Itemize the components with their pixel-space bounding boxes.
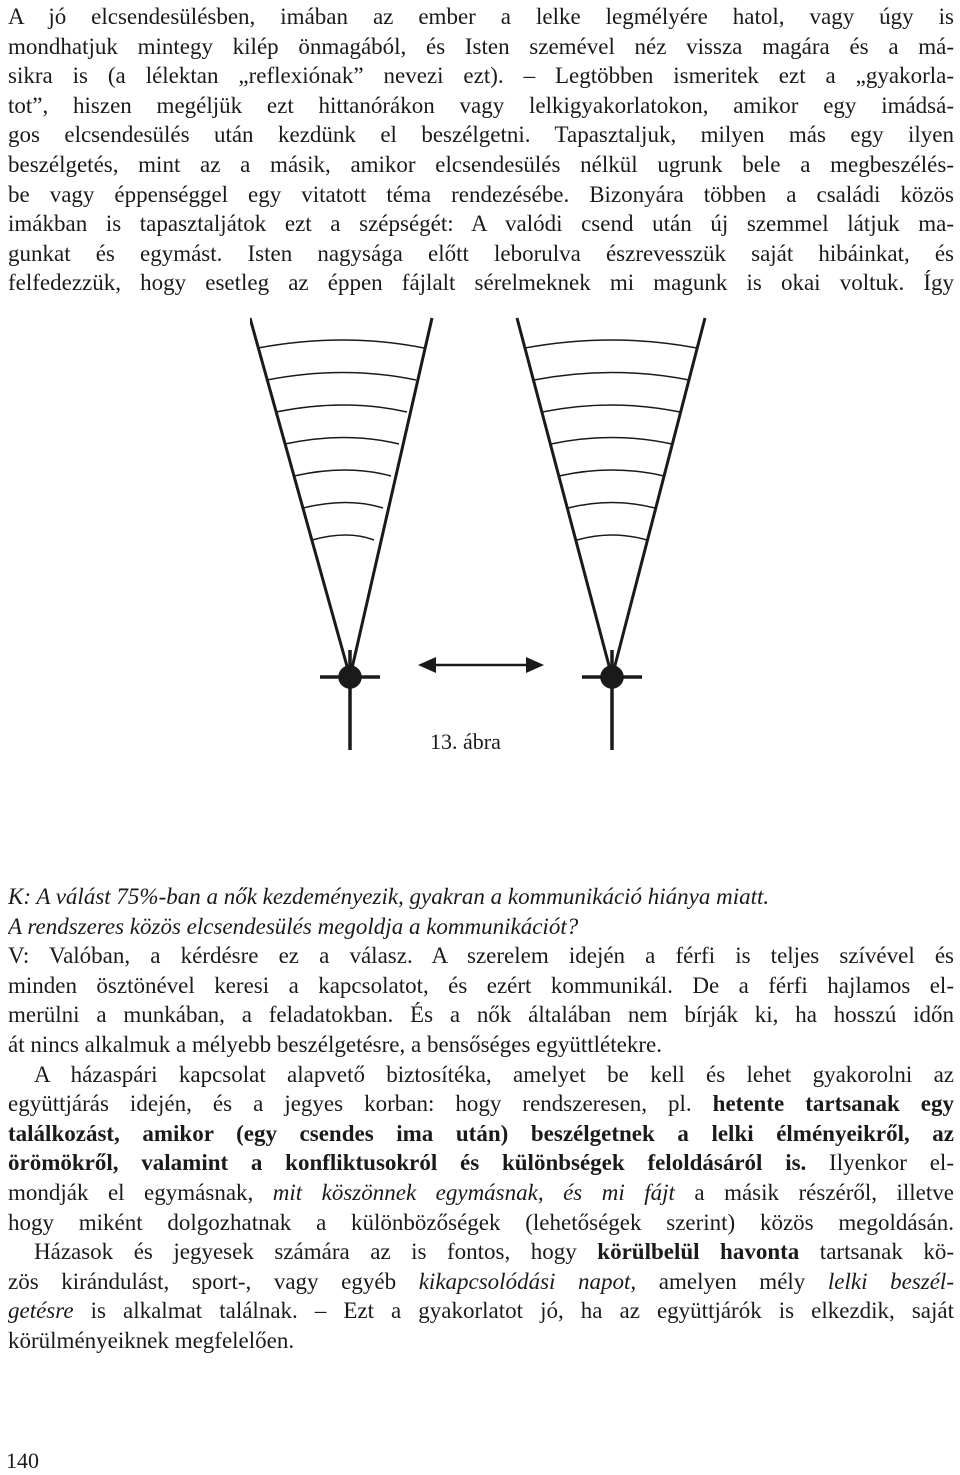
person-head-dot	[340, 667, 360, 687]
italic-text-run: mit köszönnek egymásnak, és mi fájt	[272, 1179, 675, 1205]
text-line	[8, 1296, 954, 1326]
page-number: 140	[6, 1448, 39, 1473]
text-line: sikra is (a lélektan „reflexiónak” nevezi ezt). – Legtöbben ismeritek ezt a „gyakorla-	[8, 63, 954, 89]
text-line: imákban is tapasztaljátok ezt a szépségét: A valódi csend után új szemmel látjuk ma-	[8, 211, 954, 237]
figure-caption: 13. ábra	[430, 729, 501, 754]
bold-text-run: hetente tartsanak egy	[712, 1091, 954, 1117]
italic-text-run: getésre	[8, 1298, 74, 1324]
left-person	[320, 650, 380, 750]
text-line: beszélgetés, mint az a másik, amikor elcsendesülés nélkül ugrunk bele a megbeszélés-	[8, 151, 954, 177]
text-line	[8, 1178, 954, 1208]
answer-line: át nincs alkalmuk a mélyebb beszélgetésre, a bensőséges együttlétekre.	[8, 1031, 662, 1057]
text-line: A jó elcsendesülésben, imában az ember a lelke legmélyére hatol, vagy úgy is	[8, 4, 954, 29]
cone-arc	[276, 405, 407, 412]
right-person	[582, 650, 642, 750]
text-line	[8, 1237, 954, 1267]
answer-line: minden ösztönével keresi a kapcsolatot, és ezért kommunikál. De a férfi hajlamos el-	[8, 972, 954, 998]
cone-arc	[267, 373, 416, 381]
text-run: a másik részéről, illetve	[674, 1179, 954, 1205]
text-line: gos elcsendesülés után kezdünk el beszélgetni. Tapasztaljuk, milyen más egy ilyen	[8, 122, 954, 148]
cone-arc	[577, 535, 647, 540]
text-line: tot”, hiszen megéljük ezt hittanórákon vagy lelkigyakorlatokon, amikor egy imádsá-	[8, 92, 954, 118]
cone-arc	[258, 340, 424, 348]
text-run: mondják el egymásnak,	[8, 1179, 273, 1205]
arrowhead-left	[418, 657, 436, 673]
question-line: K: A válást 75%-ban a nők kezdeményezik, gyakran a kommunikáció hiánya miatt.	[8, 884, 770, 909]
text-line: mondhatjuk mintegy kilép önmagából, és Isten szemével néz vissza magára és a má-	[8, 33, 954, 59]
italic-text-run: lelki beszél-	[827, 1268, 954, 1294]
cone-arc	[542, 405, 680, 412]
text-line: be vagy éppenséggel egy vitatott téma rendezésébe. Bizonyára többen a családi közös	[8, 181, 954, 207]
cone-arc	[551, 438, 672, 445]
cone-arc	[559, 470, 664, 476]
text-line: körülményeiknek megfelelően.	[8, 1327, 295, 1353]
cone-arc	[568, 503, 655, 509]
answer-line: V: Valóban, a kérdésre ez a válasz. A szerelem idején a férfi is teljes szívével és	[8, 943, 954, 969]
cone-arc	[303, 503, 383, 509]
bold-text-run: körülbelül havonta	[597, 1239, 800, 1265]
text-line: gunkat és egymást. Isten nagysága előtt leborulva észrevesszük saját hibáinkat, és	[8, 240, 954, 266]
person-head-dot	[602, 667, 622, 687]
text-run: Ilyenkor el-	[806, 1150, 954, 1176]
text-run: együttjárás idején, és a jegyes korban: hogy rendszeresen, pl.	[8, 1091, 713, 1117]
cone-arc	[285, 438, 399, 445]
answer-line: merülni a munkában, a feladatokban. És a nők általában nem bírják ki, ha hosszú időn	[8, 1002, 954, 1028]
paragraph-intro	[8, 2, 954, 298]
text-run: Házasok és jegyesek számára az is fontos, hogy	[34, 1239, 598, 1265]
figure-13-diagram	[250, 310, 720, 760]
right-cone	[517, 318, 705, 677]
italic-text-run: kikapcsolódási napot,	[418, 1268, 637, 1294]
text-run: tartsanak kö-	[799, 1239, 954, 1265]
text-line: A házaspári kapcsolat alapvető biztosítéka, amelyet be kell és lehet gyakorolni az	[34, 1061, 954, 1087]
text-line	[8, 1267, 954, 1297]
left-cone	[250, 318, 432, 677]
bold-text-run: örömökről, valamint a konfliktusokról és különbségek feloldásáról is.	[8, 1150, 807, 1176]
text-run: zös kirándulást, sport-, vagy egyéb	[8, 1268, 419, 1294]
text-line: felfedezzük, hogy esetleg az éppen fájlalt sérelmeknek mi magunk is okai voltuk. Így	[8, 270, 954, 296]
cone-arc	[525, 340, 697, 348]
double-arrow	[418, 657, 544, 673]
question-line: A rendszeres közös elcsendesülés megoldja a kommunikációt?	[8, 913, 579, 939]
text-line	[8, 1089, 954, 1119]
text-line: találkozást, amikor (egy csendes ima után) beszélgetnek a lelki élményeikről, az	[8, 1120, 954, 1146]
text-line	[8, 1148, 954, 1178]
cone-arc	[534, 373, 689, 381]
text-run: amelyen mély	[636, 1268, 828, 1294]
arrowhead-right	[526, 657, 544, 673]
cone-arc	[312, 535, 374, 540]
cone-arc	[294, 470, 391, 476]
text-run: is alkalmat találnak. – Ezt a gyakorlatot jó, ha az együttjárók is elkezdik, saját	[73, 1298, 954, 1324]
qa-section	[8, 882, 954, 1356]
text-line: hogy miként dolgozhatnak a különbözőségek (lehetőségek szerint) közös megoldásán.	[8, 1209, 954, 1235]
